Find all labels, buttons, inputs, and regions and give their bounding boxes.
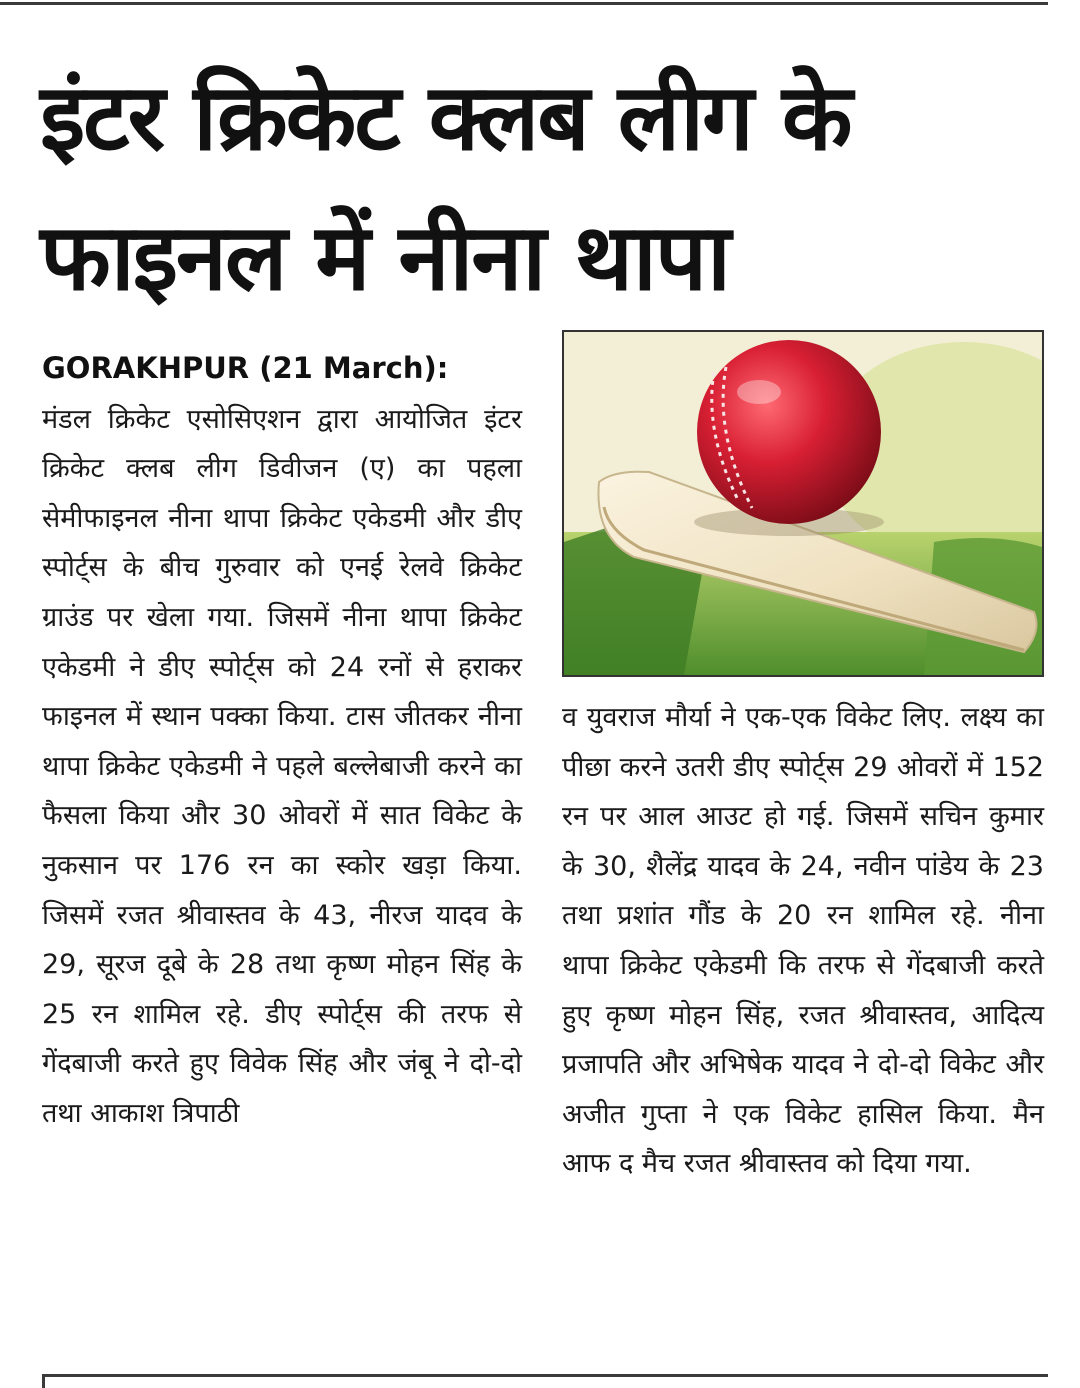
article-column-right: [562, 693, 1044, 1189]
cricket-photo: [562, 330, 1044, 677]
top-rule: [0, 2, 1048, 5]
bottom-rule-corner: [42, 1374, 45, 1388]
article-body-right: व युवराज मौर्या ने एक-एक विकेट लिए. लक्ष्य का पीछा करने उतरी डीए स्पोर्ट्स 29 ओवरों में 152 रन पर आल आउट हो गई. जिसमें सचिन कुमार के 30, शैलेंद्र यादव के 24, नवीन पांडेय के 23 तथा प्रशांत गौंड के 20 रन शामिल रहे. नीना थापा क्रिकेट एकेडमी कि तरफ से गेंदबाजी करते हुए कृष्ण मोहन सिंह, रजत श्रीवास्तव, आदित्य प्रजापति और अभिषेक यादव ने दो-दो विकेट और अजीत गुप्ता ने एक विकेट हासिल किया. मैन आफ द मैच रजत श्रीवास्तव को दिया गया.: [562, 702, 1044, 1180]
cricket-ball-on-bat-icon: [564, 332, 1042, 675]
article-column-left: [42, 344, 522, 1139]
article-body-left: मंडल क्रिकेट एसोसिएशन द्वारा आयोजित इंटर क्रिकेट क्लब लीग डिवीजन (ए) का पहला सेमीफाइनल नीना थापा क्रिकेट एकेडमी और डीए स्पोर्ट्स के बीच गुरुवार को एनई रेलवे क्रिकेट ग्राउंड पर खेला गया. जिसमें नीना थापा क्रिकेट एकेडमी ने डीए स्पोर्ट्स को 24 रनों से हराकर फाइनल में स्थान पक्का किया. टास जीतकर नीना थापा क्रिकेट एकेडमी ने पहले बल्लेबाजी करने का फैसला किया और 30 ओवरों में सात विकेट के नुकसान पर 176 रन का स्कोर खड़ा किया. जिसमें रजत श्रीवास्तव के 43, नीरज यादव के 29, सूरज दूबे के 28 तथा कृष्ण मोहन सिंह के 25 रन शामिल रहे. डीए स्पोर्ट्स की तरफ से गेंदबाजी करते हुए विवेक सिंह और जंबू ने दो-दो तथा आकाश त्रिपाठी: [42, 403, 522, 1129]
bottom-rule: [42, 1374, 1048, 1377]
headline-line-1: इंटर क्रिकेट क्लब लीग के: [40, 64, 851, 171]
headline-line-2: फाइनल में नीना थापा: [40, 204, 729, 311]
dateline: GORAKHPUR (21 March):: [42, 351, 449, 385]
headline: [40, 48, 1040, 328]
